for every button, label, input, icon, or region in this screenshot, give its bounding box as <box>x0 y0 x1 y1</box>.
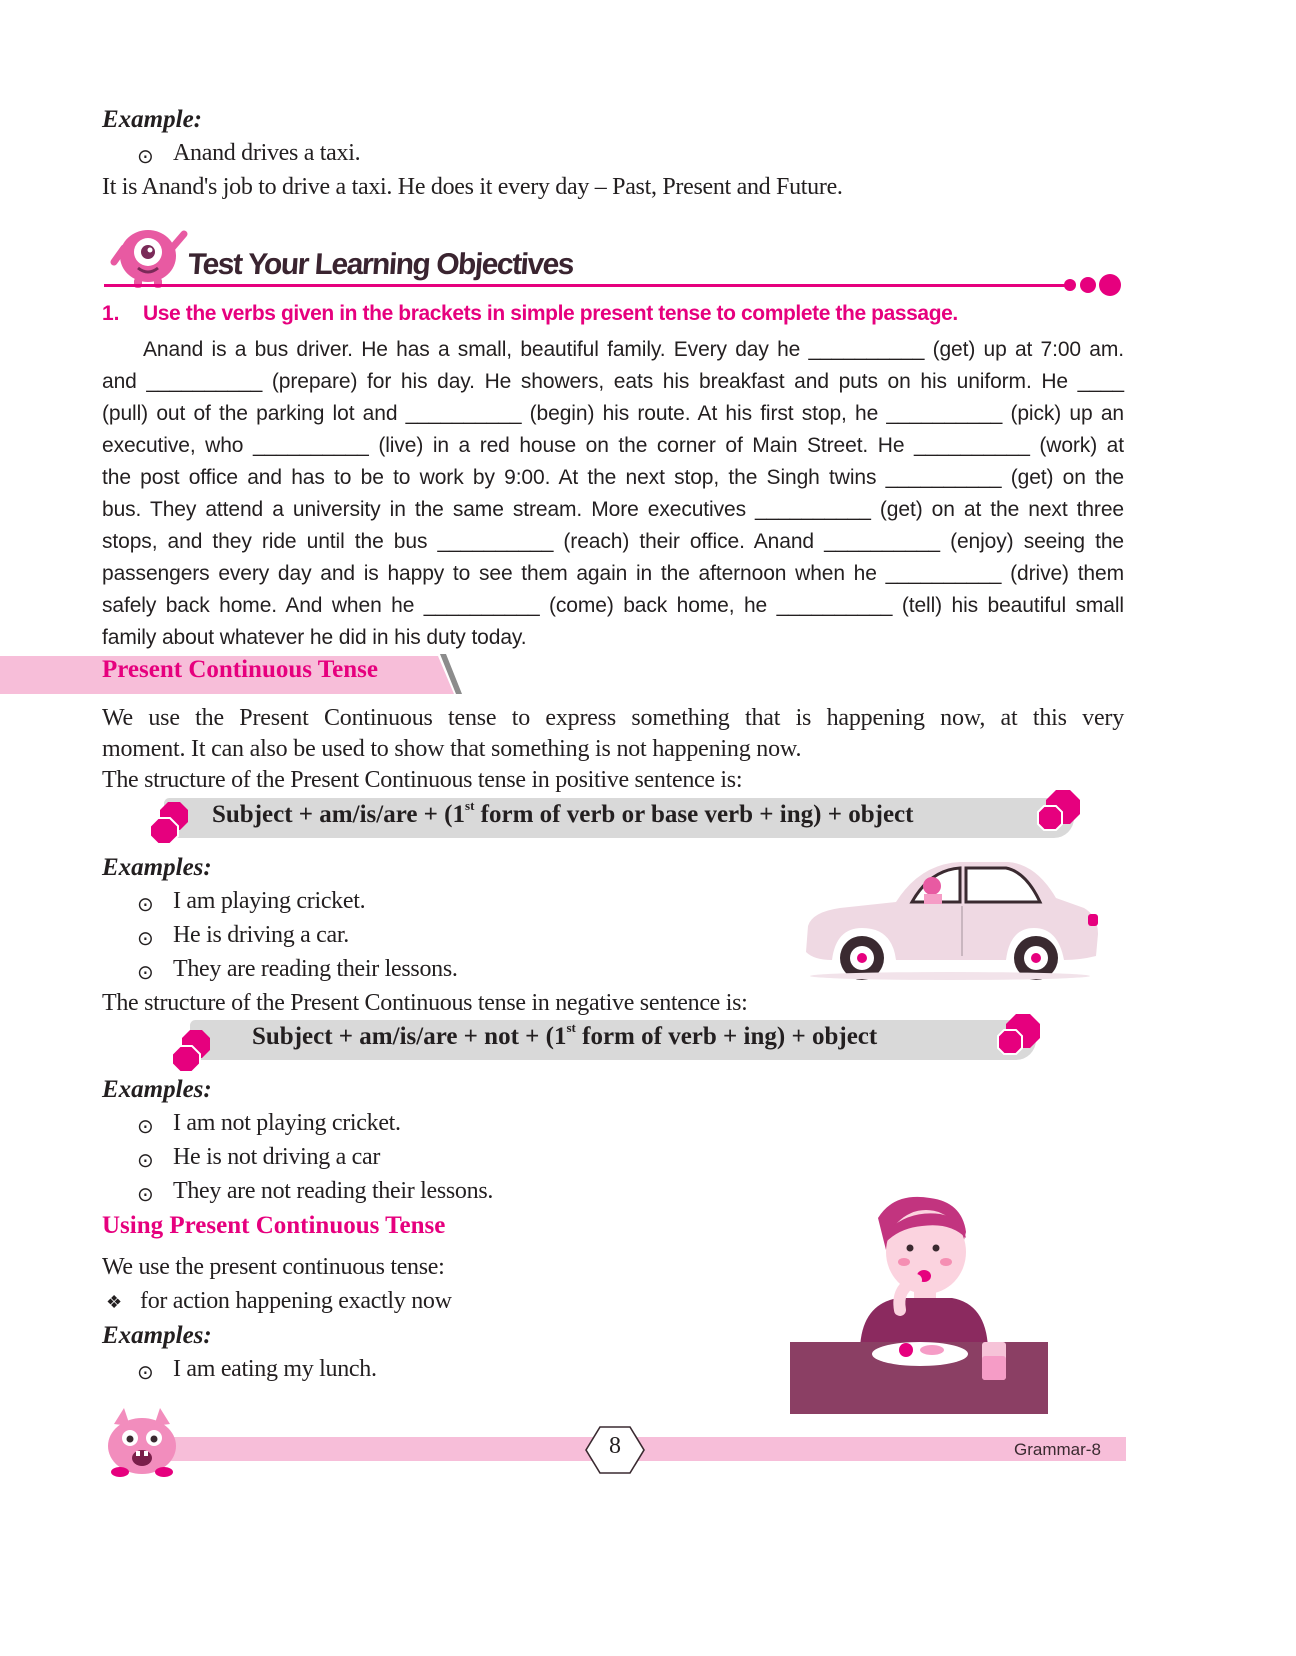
bullet-icon: ⊙ <box>137 1116 154 1138</box>
bullet-icon: ⊙ <box>137 894 154 916</box>
passage-line: stops, and they ride until the bus __________ (reach) their office. Anand __________ (enjoy) seeing the <box>102 530 1124 553</box>
examples-heading: Examples: <box>102 854 212 881</box>
negative-example: I am not playing cricket. <box>173 1110 401 1136</box>
examples-heading: Examples: <box>102 1322 212 1349</box>
negative-structure-intro: The structure of the Present Continuous tense in negative sentence is: <box>102 990 748 1016</box>
monster-mascot-icon <box>100 1404 186 1478</box>
diamond-bullet-icon: ❖ <box>106 1292 123 1312</box>
boy-eating-illustration <box>790 1192 1050 1414</box>
question-text: Use the verbs given in the brackets in simple present tense to complete the passage. <box>143 302 958 325</box>
examples-heading: Examples: <box>102 1076 212 1103</box>
formula-part: form of verb + ing) + object <box>575 1023 878 1050</box>
passage-line: safely back home. And when he __________ (come) back home, he __________ (tell) his beautiful small <box>102 594 1124 617</box>
passage-line: family about whatever he did in his duty today. <box>102 626 527 649</box>
negative-example: He is not driving a car <box>173 1144 381 1170</box>
using-section-title: Using Present Continuous Tense <box>102 1212 446 1239</box>
bullet-icon: ⊙ <box>137 928 154 950</box>
present-continuous-title: Present Continuous Tense <box>102 656 378 683</box>
passage-line: executive, who __________ (live) in a red house on the corner of Main Street. He __________ (work) at <box>102 434 1124 457</box>
using-point: for action happening exactly now <box>140 1288 452 1314</box>
positive-example: He is driving a car. <box>173 922 349 948</box>
passage-line: bus. They attend a university in the same stream. More executives __________ (get) on at the next three <box>102 498 1124 521</box>
passage-line: and __________ (prepare) for his day. He showers, eats his breakfast and puts on his uniform. He ____ <box>102 370 1124 393</box>
octagon-decoration-icon <box>170 1028 222 1074</box>
positive-formula <box>212 798 914 829</box>
passage-line: (pull) out of the parking lot and __________ (begin) his route. At his first stop, he __________ (pick) up an <box>102 402 1124 425</box>
example-heading: Example: <box>102 106 202 133</box>
using-example: I am eating my lunch. <box>173 1356 377 1382</box>
example-item: Anand drives a taxi. <box>173 140 361 166</box>
negative-formula <box>252 1020 878 1051</box>
formula-superscript: st <box>465 798 475 813</box>
passage-line: the post office and has to be to work by 9:00. At the next stop, the Singh twins __________ (get) on the <box>102 466 1124 489</box>
intro-line: We use the Present Continuous tense to express something that is happening now, at this very <box>102 705 1124 731</box>
title-rule <box>104 284 1066 287</box>
bullet-icon: ⊙ <box>137 1184 154 1206</box>
passage-line: Anand is a bus driver. He has a small, beautiful family. Every day he __________ (get) up at 7:00 am. <box>143 338 1124 361</box>
bullet-icon: ⊙ <box>137 1362 154 1384</box>
positive-example: I am playing cricket. <box>173 888 366 914</box>
formula-part: Subject + am/is/are + (1 <box>212 801 466 828</box>
question-number: 1. <box>102 302 120 325</box>
intro-paragraph <box>102 703 1124 765</box>
passage <box>102 334 1124 654</box>
formula-part: form of verb or base verb + ing) + object <box>474 801 914 828</box>
page-number: 8 <box>609 1433 621 1459</box>
book-name: Grammar-8 <box>1014 1440 1101 1459</box>
example-explanation: It is Anand's job to drive a taxi. He does it every day – Past, Present and Future. <box>102 174 843 200</box>
formula-superscript: st <box>566 1020 576 1035</box>
passage-line: passengers every day and is happy to see them again in the afternoon when he __________ (drive) them <box>102 562 1124 585</box>
negative-example: They are not reading their lessons. <box>173 1178 494 1204</box>
using-intro: We use the present continuous tense: <box>102 1254 445 1280</box>
mascot-icon <box>108 222 190 288</box>
bullet-icon: ⊙ <box>137 962 154 984</box>
test-section-title: Test Your Learning Objectives <box>186 248 575 281</box>
octagon-decoration-icon <box>996 1012 1048 1058</box>
positive-structure-intro: The structure of the Present Continuous tense in positive sentence is: <box>102 767 743 793</box>
formula-part: Subject + am/is/are + not + (1 <box>252 1023 567 1050</box>
bullet-icon: ⊙ <box>137 146 154 168</box>
octagon-decoration-icon <box>148 800 200 846</box>
dots-decoration-icon <box>1060 272 1130 298</box>
intro-line: moment. It can also be used to show that something is not happening now. <box>102 736 802 762</box>
positive-example: They are reading their lessons. <box>173 956 458 982</box>
bullet-icon: ⊙ <box>137 1150 154 1172</box>
car-illustration <box>800 856 1100 980</box>
octagon-decoration-icon <box>1036 788 1088 834</box>
